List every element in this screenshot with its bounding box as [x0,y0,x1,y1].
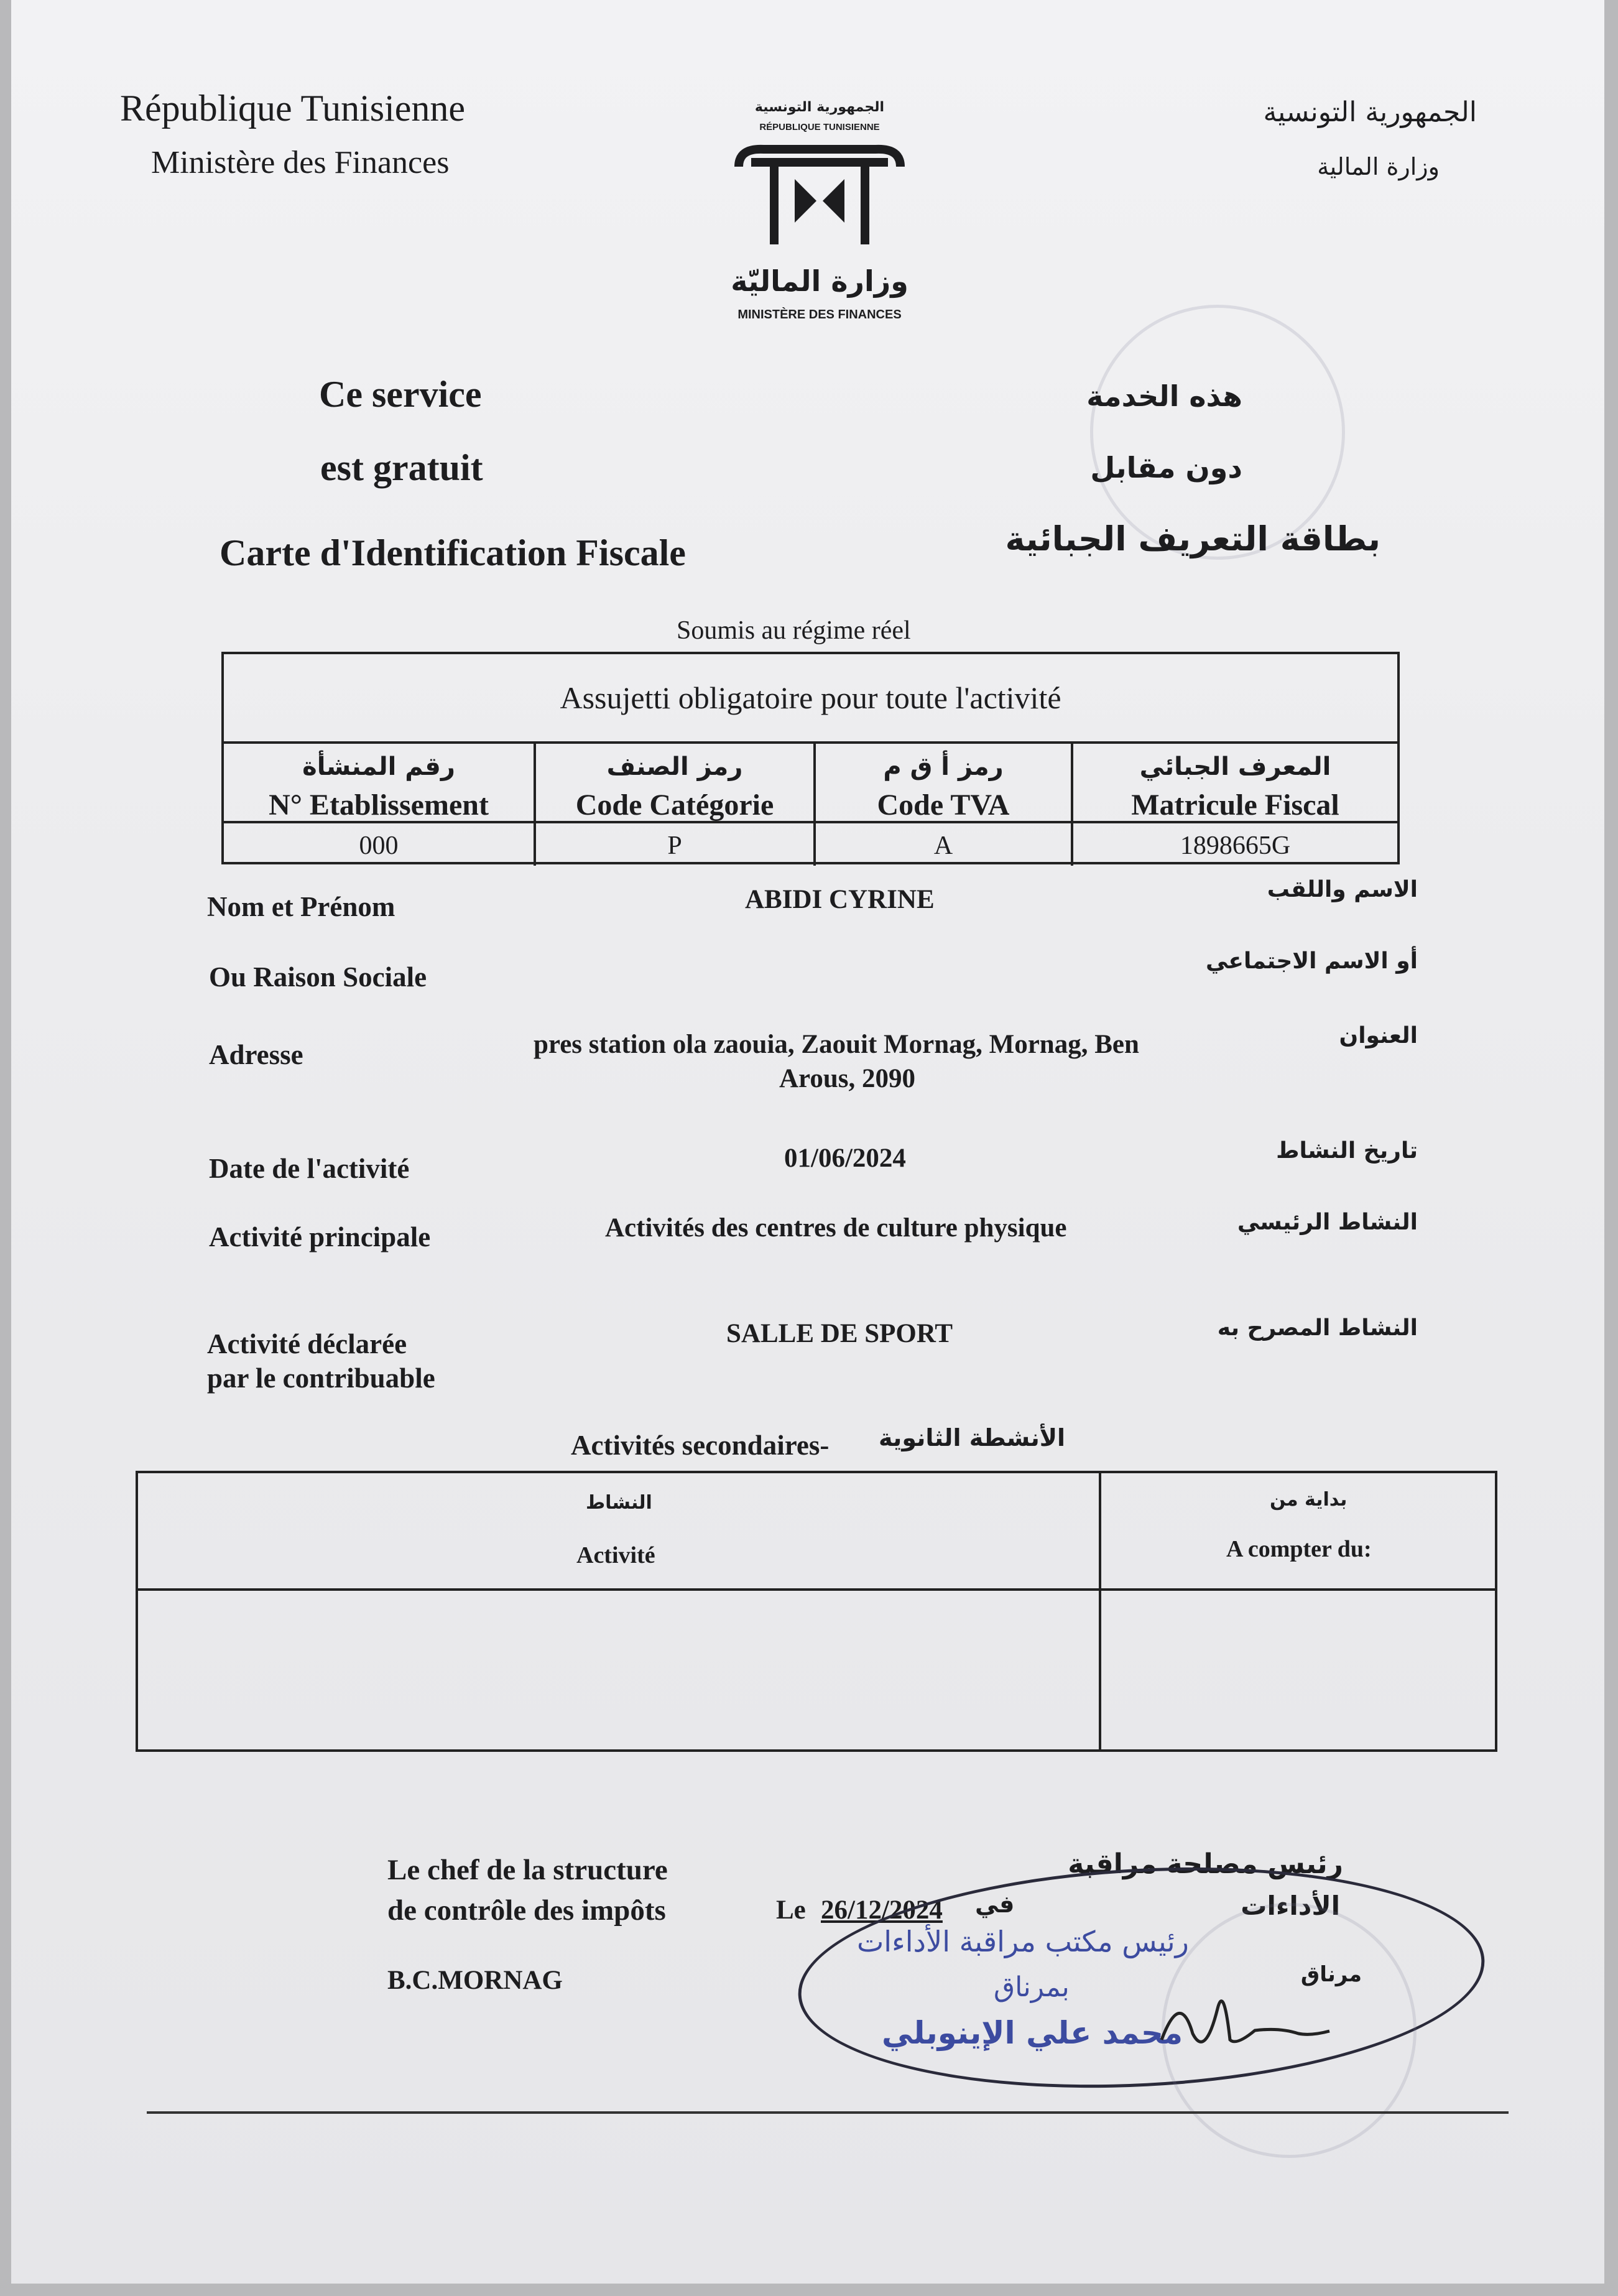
service-line2: est gratuit [320,447,483,488]
signature-date-ar: في [975,1891,1015,1918]
card-title-ar: بطاقة التعريف الجبائية [1005,519,1380,558]
label-activite-declaree-ar: النشاط المصرح به [1217,1315,1418,1341]
document-page [11,0,1604,2284]
value-matricule: 1898665G [1073,821,1397,868]
service-line1: Ce service [319,374,482,415]
value-tva: A [816,821,1071,868]
service-ar-line1: هذه الخدمة [1086,379,1242,413]
value-adresse-line1: pres station ola zaouia, Zaouit Mornag, Mornag, Ben [534,1030,1139,1059]
label-adresse: Adresse [209,1039,303,1070]
stamp-handwritten-line1: رئيس مكتب مراقبة الأداءات [857,1925,1189,1958]
value-etablissement: 000 [224,821,534,868]
value-date: 01/06/2024 [784,1144,906,1173]
col-activite-fr: Activité [576,1542,655,1568]
header-republic-fr: République Tunisienne [120,88,466,129]
regime-text: Soumis au régime réel [677,616,911,645]
signer-name: محمد علي الإينوبلي [882,2015,1183,2051]
column-emblem-icon [726,142,913,248]
date-prefix: Le [776,1896,806,1925]
header-ministry-ar: وزارة المالية [1317,153,1440,180]
label-raison-ar: أو الاسم الاجتماعي [1205,948,1418,974]
secondary-title-fr: Activités secondaires- [571,1430,830,1461]
label-date: Date de l'activité [209,1153,410,1184]
signature-fr-line2: de contrôle des impôts [387,1894,666,1927]
label-activite-principale: Activité principale [209,1221,431,1252]
signature-ar-line1: رئيس مصلحة مراقبة [1068,1848,1343,1880]
bottom-rule [147,2111,1509,2114]
value-adresse-line2: Arous, 2090 [779,1064,916,1093]
col-etablissement: رقم المنشأة N° Etablissement 000 [224,741,536,866]
fiscal-id-table [221,652,1400,864]
value-activite-principale: Activités des centres de culture physique [605,1213,1067,1243]
header-ministry-fr: Ministère des Finances [151,145,450,180]
col-categorie: رمز الصنف Code Catégorie P [536,741,816,866]
value-categorie: P [536,821,813,868]
service-ar-line2: دون مقابل [1090,451,1242,484]
col-activite-ar: النشاط [586,1492,652,1514]
label-activite-declaree-1: Activité déclarée [207,1328,407,1359]
card-title-fr: Carte d'Identification Fiscale [220,532,686,573]
secondary-activities-table [136,1471,1497,1752]
signature-fr-line1: Le chef de la structure [387,1854,668,1886]
secondary-title-ar: الأنشطة الثانوية [879,1424,1066,1451]
label-activite-declaree-2: par le contribuable [207,1363,435,1394]
table-caption: Assujetti obligatoire pour toute l'activité [224,654,1397,744]
value-nom: ABIDI CYRINE [745,885,935,914]
label-nom-ar: الاسم واللقب [1267,877,1418,902]
stamp-handwritten-line2: بمرناق [994,1971,1070,2003]
col-tva: رمز أ ق م Code TVA A [816,741,1073,866]
label-activite-principale-ar: النشاط الرئيسي [1237,1210,1418,1235]
label-date-ar: تاريخ النشاط [1276,1138,1418,1164]
col-matricule: المعرف الجبائي Matricule Fiscal 1898665G [1073,741,1397,866]
col-compter-fr: A compter du: [1226,1536,1372,1562]
ministry-logo: الجمهورية التونسية RÉPUBLIQUE TUNISIENNE وزارة الماليّة MINISTÈRE DES FINANCES [701,100,938,330]
signature-scribble [1155,1971,1342,2058]
signature-ar-line2: الأداءات [1241,1891,1340,1921]
label-nom: Nom et Prénom [207,891,395,922]
label-raison: Ou Raison Sociale [209,961,427,993]
signature-ar-line3: مرناق [1300,1962,1362,1987]
label-adresse-ar: العنوان [1339,1023,1418,1048]
signature-date: 26/12/2024 [821,1896,943,1925]
value-activite-declaree: SALLE DE SPORT [726,1319,953,1348]
header-republic-ar: الجمهورية التونسية [1263,96,1477,128]
col-compter-ar: بداية من [1270,1489,1348,1511]
office-name: B.C.MORNAG [387,1966,563,1995]
